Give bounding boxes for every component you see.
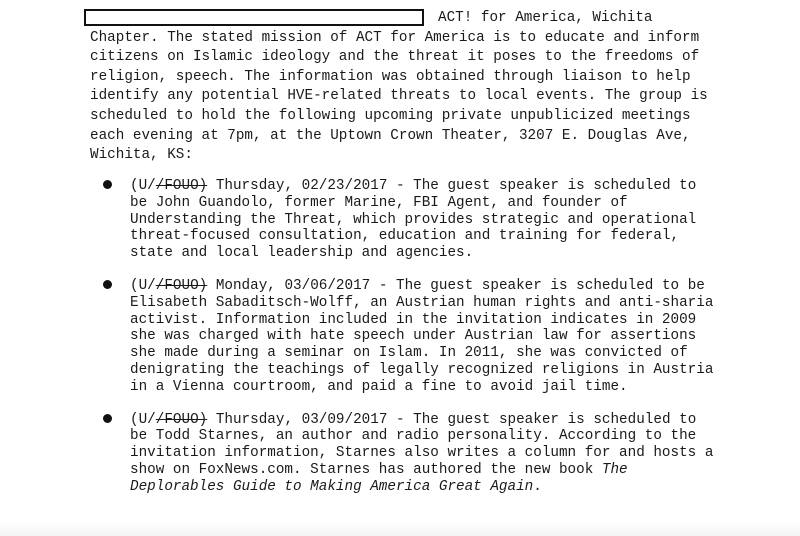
bullet-body: Thursday, 03/09/2017 - The guest speaker is scheduled to be Todd Starnes, an author and radio personality. According to the invitation information, Starnes also writes a column for and hosts a show on FoxNews.com. Starnes has authored the new book <box>130 411 714 478</box>
bullet-body: Thursday, 02/23/2017 - The guest speaker is scheduled to be John Guandolo, former Marine, FBI Agent, and founder of Understanding the Threat, which provides strategic and operational threat-focused consultation, education and training for federal, state and local leadership and agencies. <box>130 178 697 262</box>
intro-line1: ACT! for America, Wichita <box>438 10 653 26</box>
classification-marking <box>130 278 207 294</box>
bullet-end: . <box>533 478 542 495</box>
list-item <box>100 278 720 396</box>
marking-prefix: (U/ <box>130 178 156 194</box>
bullet-icon <box>103 414 112 423</box>
classification-marking <box>130 412 207 428</box>
meeting-list <box>100 178 720 512</box>
page-edge-shade <box>0 522 800 536</box>
classification-marking <box>130 178 207 194</box>
marking-prefix: (U/ <box>130 411 156 428</box>
marking-struck: /FOUO) <box>155 411 208 428</box>
list-item <box>100 178 720 262</box>
marking-prefix: (U/ <box>130 277 156 294</box>
bullet-text <box>130 278 720 396</box>
bullet-icon <box>103 280 112 289</box>
marking-struck: /FOUO) <box>155 277 208 294</box>
intro-body: Chapter. The stated mission of ACT for America is to educate and inform citizens on Islamic ideology and the threat it poses to the freedoms of religion, speech. The information was obtained through liaison to help identify any potential HVE-related threats to local events. The group is scheduled to hold the following upcoming private unpublicized meetings each evening at 7pm, at the Uptown Crown Theater, 3207 E. Douglas Ave, Wichita, KS: <box>90 29 717 164</box>
marking-struck: /FOUO) <box>155 178 208 194</box>
bullet-text <box>130 178 720 262</box>
bullet-text <box>130 412 720 496</box>
book-title: The Deplorables Guide to Making America Great Again <box>130 461 628 495</box>
bullet-icon <box>103 180 112 189</box>
bullet-body: Monday, 03/06/2017 - The guest speaker is scheduled to be Elisabeth Sabaditsch-Wolff, an Austrian human rights and anti-sharia activist. Information included in the invitation indicates in 2009 she was charged with hate speech under Austrian law for assertions she made during a seminar on Islam. In 2011, she was convicted of denigrating the teachings of legally recognized religions in Austria in a Vienna courtroom, and paid a fine to avoid jail time. <box>130 277 714 395</box>
list-item <box>100 412 720 496</box>
intro-paragraph <box>90 9 730 166</box>
